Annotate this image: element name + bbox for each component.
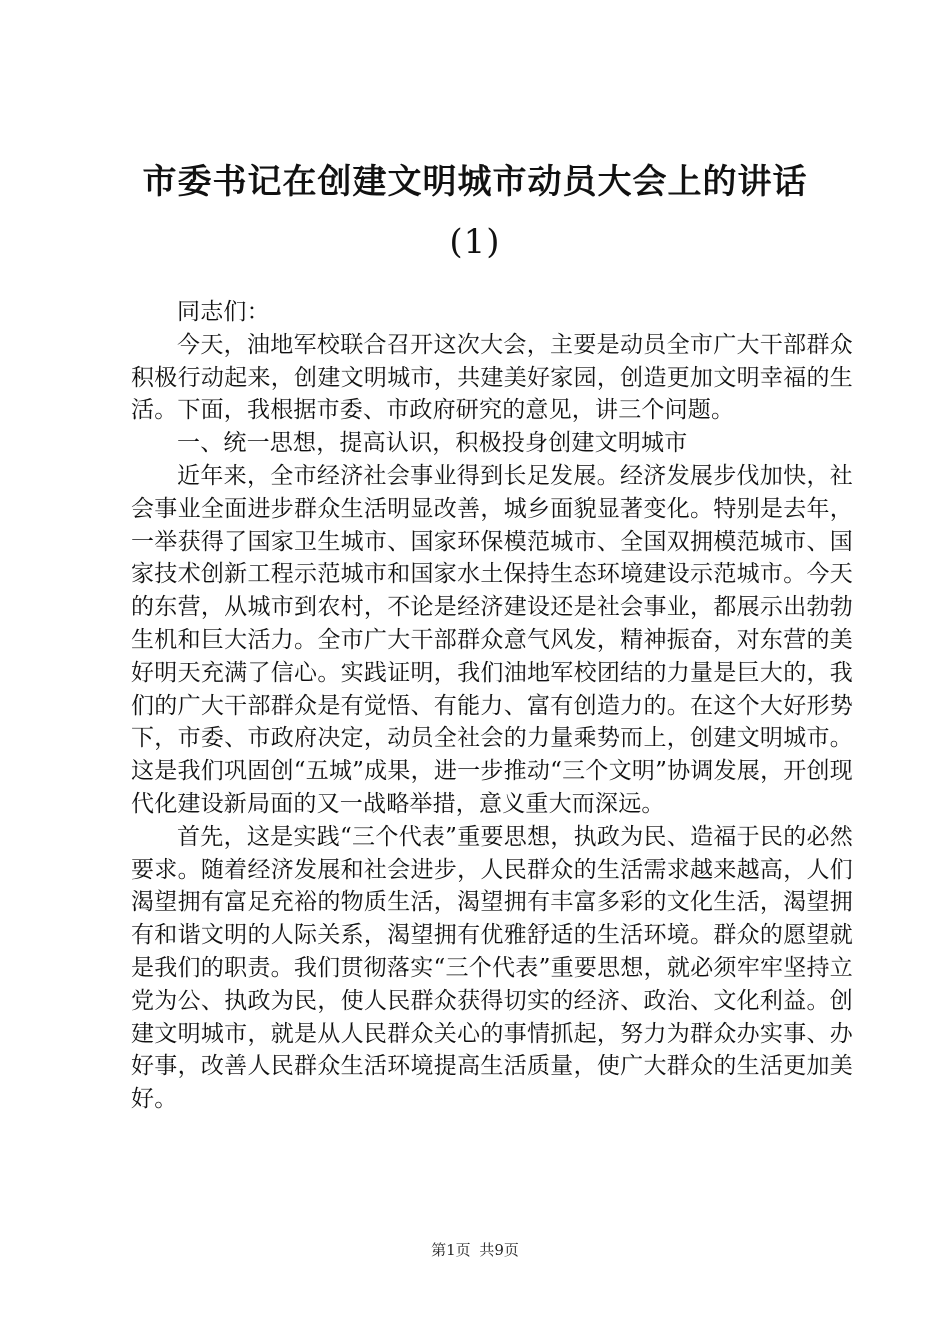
section-heading: 一、统一思想，提高认识，积极投身创建文明城市 [177, 430, 688, 457]
page-footer [0, 1240, 950, 1260]
document-body [131, 296, 853, 1116]
page-number: 第1页 [431, 1241, 471, 1259]
salutation-paragraph: 同志们： [177, 299, 270, 325]
body-paragraph: 近年来，全市经济社会事业得到长足发展。经济发展步伐加快，社会事业全面进步群众生活明显改善，城乡面貌显著变化。特别是去年，一举获得了国家卫生城市、国家环保模范城市、全国双拥模范城市、国家技术创新工程示范城市和国家水土保持生态环境建设示范城市。今天的东营，从城市到农村，不论是经济建设还是社会事业，都展示出勃勃生机和巨大活力。全市广大干部群众意气风发，精神振奋，对东营的美好明天充满了信心。实践证明，我们油地军校团结的力量是巨大的，我们的广大干部群众是有觉悟、有能力、富有创造力的。在这个大好形势下，市委、市政府决定，动员全社会的力量乘势而上，创建文明城市。这是我们巩固创“五城”成果，进一步推动“三个文明”协调发展，开创现代化建设新局面的又一战略举措，意义重大而深远。 [131, 462, 853, 817]
document-title: 市委书记在创建文明城市动员大会上的讲话 [142, 162, 808, 202]
page-total: 共9页 [479, 1241, 519, 1259]
document-title-suffix: (1) [449, 222, 501, 262]
intro-paragraph: 今天，油地军校联合召开这次大会，主要是动员全市广大干部群众积极行动起来，创建文明城市，共建美好家园，创造更加文明幸福的生活。下面，我根据市委、市政府研究的意见，讲三个问题。 [131, 331, 853, 424]
body-paragraph: 首先，这是实践“三个代表”重要思想，执政为民、造福于民的必然要求。随着经济发展和社会进步，人民群众的生活需求越来越高，人们渴望拥有富足充裕的物质生活，渴望拥有丰富多彩的文化生活，渴望拥有和谐文明的人际关系，渴望拥有优雅舒适的生活环境。群众的愿望就是我们的职责。我们贯彻落实“三个代表”重要思想，就必须牢牢坚持立党为公、执政为民，使人民群众获得切实的经济、政治、文化利益。创建文明城市，就是从人民群众关心的事情抓起，努力为群众办实事、办好事，改善人民群众生活环境提高生活质量，使广大群众的生活更加美好。 [131, 823, 853, 1113]
